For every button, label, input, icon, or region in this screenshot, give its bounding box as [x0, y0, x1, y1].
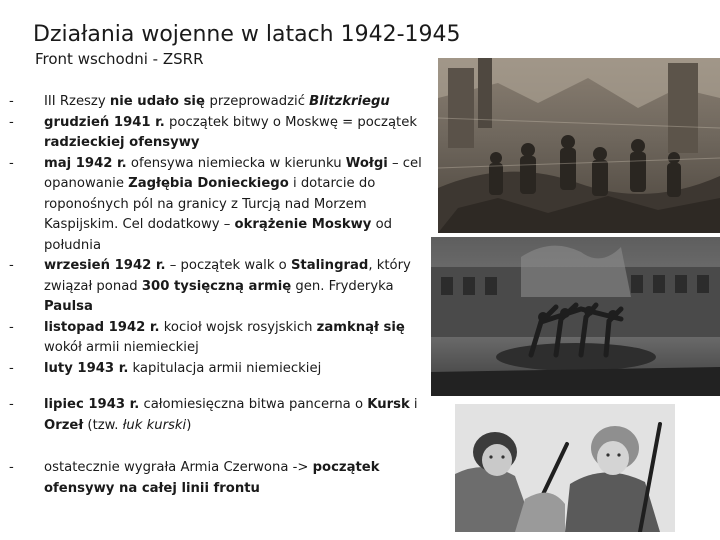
bullet-list [0, 92, 422, 499]
soldiers-in-ruins-photo [438, 58, 720, 233]
stalingrad-fountain-photo [431, 237, 720, 396]
bullet-volga: - maj 1942 r. ofensywa niemiecka w kierunku Wołgi – cel opanowanie Zagłębia Donieckiego i dotarcie do roponośnych pól na granicy z Turcją nad Morzem Kaspijskim. Cel dodatkowy – okrążenie Moskwy od południa [0, 154, 422, 257]
slide-subtitle: Front wschodni - ZSRR [35, 50, 204, 68]
bullet-encirclement: - listopad 1942 r. kocioł wojsk rosyjskich zamknął się wokół armii niemieckiej [0, 318, 422, 359]
bullet-red-army: - ostatecznie wygrała Armia Czerwona -> początek ofensywy na całej linii frontu [0, 458, 422, 499]
bullet-capitulation: - luty 1943 r. kapitulacja armii niemieckiej [0, 359, 422, 380]
women-soldiers-photo [455, 404, 675, 532]
bullet-blitzkrieg: - III Rzeszy nie udało się przeprowadzić Blitzkriegu [0, 92, 422, 113]
bullet-kursk: - lipiec 1943 r. całomiesięczna bitwa pancerna o Kursk i Orzeł (tzw. łuk kurski) [0, 395, 422, 436]
slide-title: Działania wojenne w latach 1942-1945 [33, 22, 461, 47]
bullet-stalingrad: - wrzesień 1942 r. – początek walk o Stalingrad, który związał ponad 300 tysięczną armię gen. Fryderyka Paulsa [0, 256, 422, 318]
bullet-moscow: - grudzień 1941 r. początek bitwy o Moskwę = początek radzieckiej ofensywy [0, 113, 422, 154]
